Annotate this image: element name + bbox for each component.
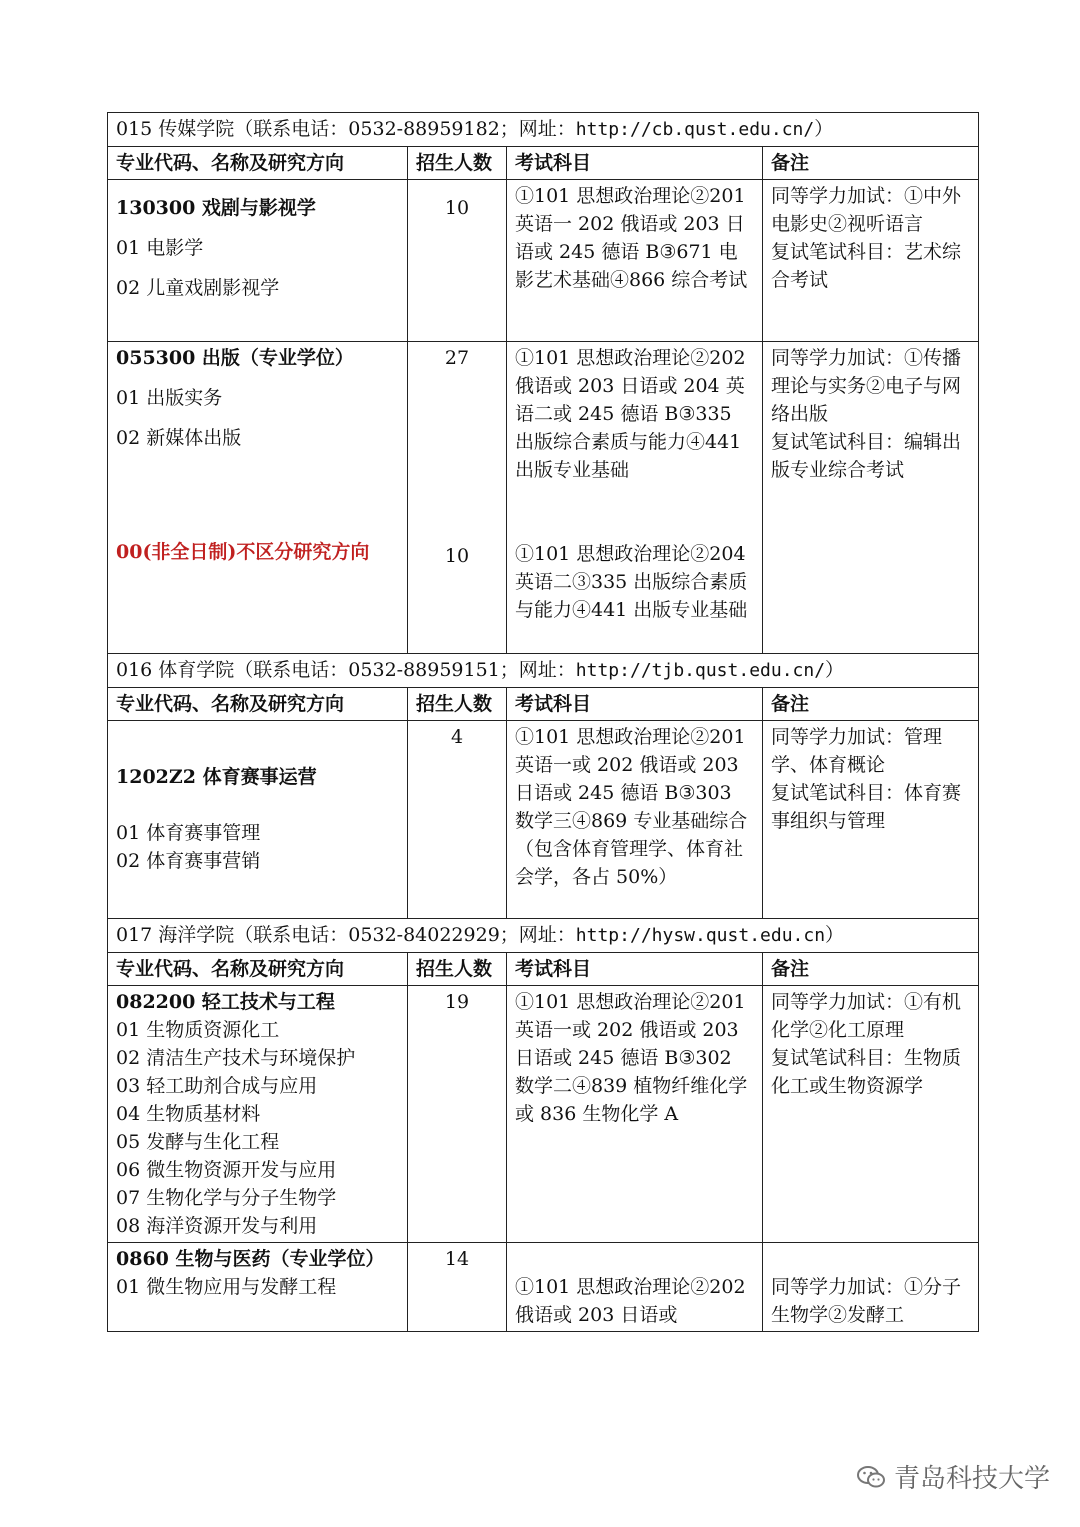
exam-cell: ①101 思想政治理论②201 英语一或 202 俄语或 203 日语或 245 德语 B③302 数学二④839 植物纤维化学或 836 生物化学 A bbox=[507, 986, 763, 1243]
header-note: 备注 bbox=[763, 688, 979, 721]
direction-item: 04 生物质基材料 bbox=[116, 1103, 261, 1125]
note-cell: 同等学力加试：管理学、体育概论 复试笔试科目：体育赛事组织与管理 bbox=[763, 721, 979, 919]
major-cell bbox=[108, 342, 408, 654]
column-header-row bbox=[108, 688, 979, 721]
part-time-count: 10 bbox=[444, 545, 470, 567]
college-title-row bbox=[108, 654, 979, 688]
note-cell: 同等学力加试：①传播理论与实务②电子与网络出版 复试笔试科目：编辑出版专业综合考试 bbox=[763, 342, 979, 654]
college-url[interactable]: http://tjb.qust.edu.cn/ bbox=[575, 660, 826, 681]
watermark bbox=[856, 1458, 1050, 1495]
major-cell bbox=[108, 180, 408, 342]
column-header-row bbox=[108, 147, 979, 180]
admission-table bbox=[107, 112, 979, 1332]
header-count: 招生人数 bbox=[408, 688, 507, 721]
table-row bbox=[108, 986, 979, 1243]
major-name: 055300 出版（专业学位） bbox=[116, 347, 354, 369]
table-row bbox=[108, 342, 979, 654]
major-cell bbox=[108, 986, 408, 1243]
count-cell: 14 bbox=[408, 1243, 507, 1332]
header-major: 专业代码、名称及研究方向 bbox=[108, 147, 408, 180]
college-title: 015 传媒学院（联系电话：0532-88959182；网址：http://cb.qust.edu.cn/） bbox=[108, 113, 979, 147]
major-name: 082200 轻工技术与工程 bbox=[116, 991, 335, 1013]
direction-item: 02 儿童戏剧影视学 bbox=[116, 277, 280, 299]
direction-item: 06 微生物资源开发与应用 bbox=[116, 1159, 337, 1181]
table-row bbox=[108, 180, 979, 342]
header-count: 招生人数 bbox=[408, 953, 507, 986]
direction-item: 02 体育赛事营销 bbox=[116, 850, 261, 872]
count-cell: 27 10 bbox=[408, 342, 507, 654]
watermark-text: 青岛科技大学 bbox=[893, 1464, 1050, 1494]
header-count: 招生人数 bbox=[408, 147, 507, 180]
college-title: 016 体育学院（联系电话：0532-88959151；网址：http://tjb.qust.edu.cn/） bbox=[108, 654, 979, 688]
count-cell: 4 bbox=[408, 721, 507, 919]
wechat-icon bbox=[856, 1464, 886, 1490]
table-row bbox=[108, 1243, 979, 1332]
direction-item: 01 电影学 bbox=[116, 237, 204, 259]
header-exam: 考试科目 bbox=[507, 688, 763, 721]
header-exam: 考试科目 bbox=[507, 953, 763, 986]
exam-cell: ①101 思想政治理论②201 英语一或 202 俄语或 203 日语或 245 德语 B③303 数学三④869 专业基础综合（包含体育管理学、体育社会学，各占 50%） bbox=[507, 721, 763, 919]
header-note: 备注 bbox=[763, 953, 979, 986]
college-url[interactable]: http://hysw.qust.edu.cn bbox=[575, 925, 826, 946]
count-cell: 10 bbox=[408, 180, 507, 342]
college-title-row bbox=[108, 919, 979, 953]
direction-item: 01 生物质资源化工 bbox=[116, 1019, 280, 1041]
header-note: 备注 bbox=[763, 147, 979, 180]
exam-cell: ①101 思想政治理论②201 英语一 202 俄语或 203 日语或 245 德语 B③671 电影艺术基础④866 综合考试 bbox=[507, 180, 763, 342]
exam-cell: ①101 思想政治理论②202 俄语或 203 日语或 204 英语二或 245 德语 B③335 出版综合素质与能力④441 出版专业基础 ①101 思想政治理论②204 英语二③335 出版综合素质与能力④441 出版专业基础 bbox=[507, 342, 763, 654]
major-cell bbox=[108, 721, 408, 919]
note-cell: 同等学力加试：①中外电影史②视听语言 复试笔试科目：艺术综合考试 bbox=[763, 180, 979, 342]
direction-item: 02 新媒体出版 bbox=[116, 427, 242, 449]
direction-item: 02 清洁生产技术与环境保护 bbox=[116, 1047, 356, 1069]
exam-cell: ①101 思想政治理论②202 俄语或 203 日语或 bbox=[507, 1243, 763, 1332]
direction-item: 01 体育赛事管理 bbox=[116, 822, 261, 844]
direction-item: 08 海洋资源开发与利用 bbox=[116, 1215, 318, 1237]
direction-item: 03 轻工助剂合成与应用 bbox=[116, 1075, 318, 1097]
note-cell: 同等学力加试：①有机化学②化工原理 复试笔试科目：生物质化工或生物资源学 bbox=[763, 986, 979, 1243]
college-title-row bbox=[108, 113, 979, 147]
major-name: 0860 生物与医药（专业学位） bbox=[116, 1248, 385, 1270]
count-cell: 19 bbox=[408, 986, 507, 1243]
note-cell: 同等学力加试：①分子生物学②发酵工 bbox=[763, 1243, 979, 1332]
major-name: 1202Z2 体育赛事运营 bbox=[116, 766, 317, 788]
major-name: 130300 戏剧与影视学 bbox=[116, 197, 316, 219]
part-time-exam: ①101 思想政治理论②204 英语二③335 出版综合素质与能力④441 出版专业基础 bbox=[515, 543, 748, 621]
college-title: 017 海洋学院（联系电话：0532-84022929；网址：http://hysw.qust.edu.cn） bbox=[108, 919, 979, 953]
header-major: 专业代码、名称及研究方向 bbox=[108, 688, 408, 721]
major-cell bbox=[108, 1243, 408, 1332]
direction-item: 05 发酵与生化工程 bbox=[116, 1131, 280, 1153]
table-row bbox=[108, 721, 979, 919]
college-url[interactable]: http://cb.qust.edu.cn/ bbox=[575, 119, 815, 140]
header-major: 专业代码、名称及研究方向 bbox=[108, 953, 408, 986]
part-time-label: 00(非全日制)不区分研究方向 bbox=[116, 541, 370, 563]
column-header-row bbox=[108, 953, 979, 986]
header-exam: 考试科目 bbox=[507, 147, 763, 180]
direction-item: 01 出版实务 bbox=[116, 387, 223, 409]
direction-item: 01 微生物应用与发酵工程 bbox=[116, 1276, 337, 1298]
direction-item: 07 生物化学与分子生物学 bbox=[116, 1187, 337, 1209]
